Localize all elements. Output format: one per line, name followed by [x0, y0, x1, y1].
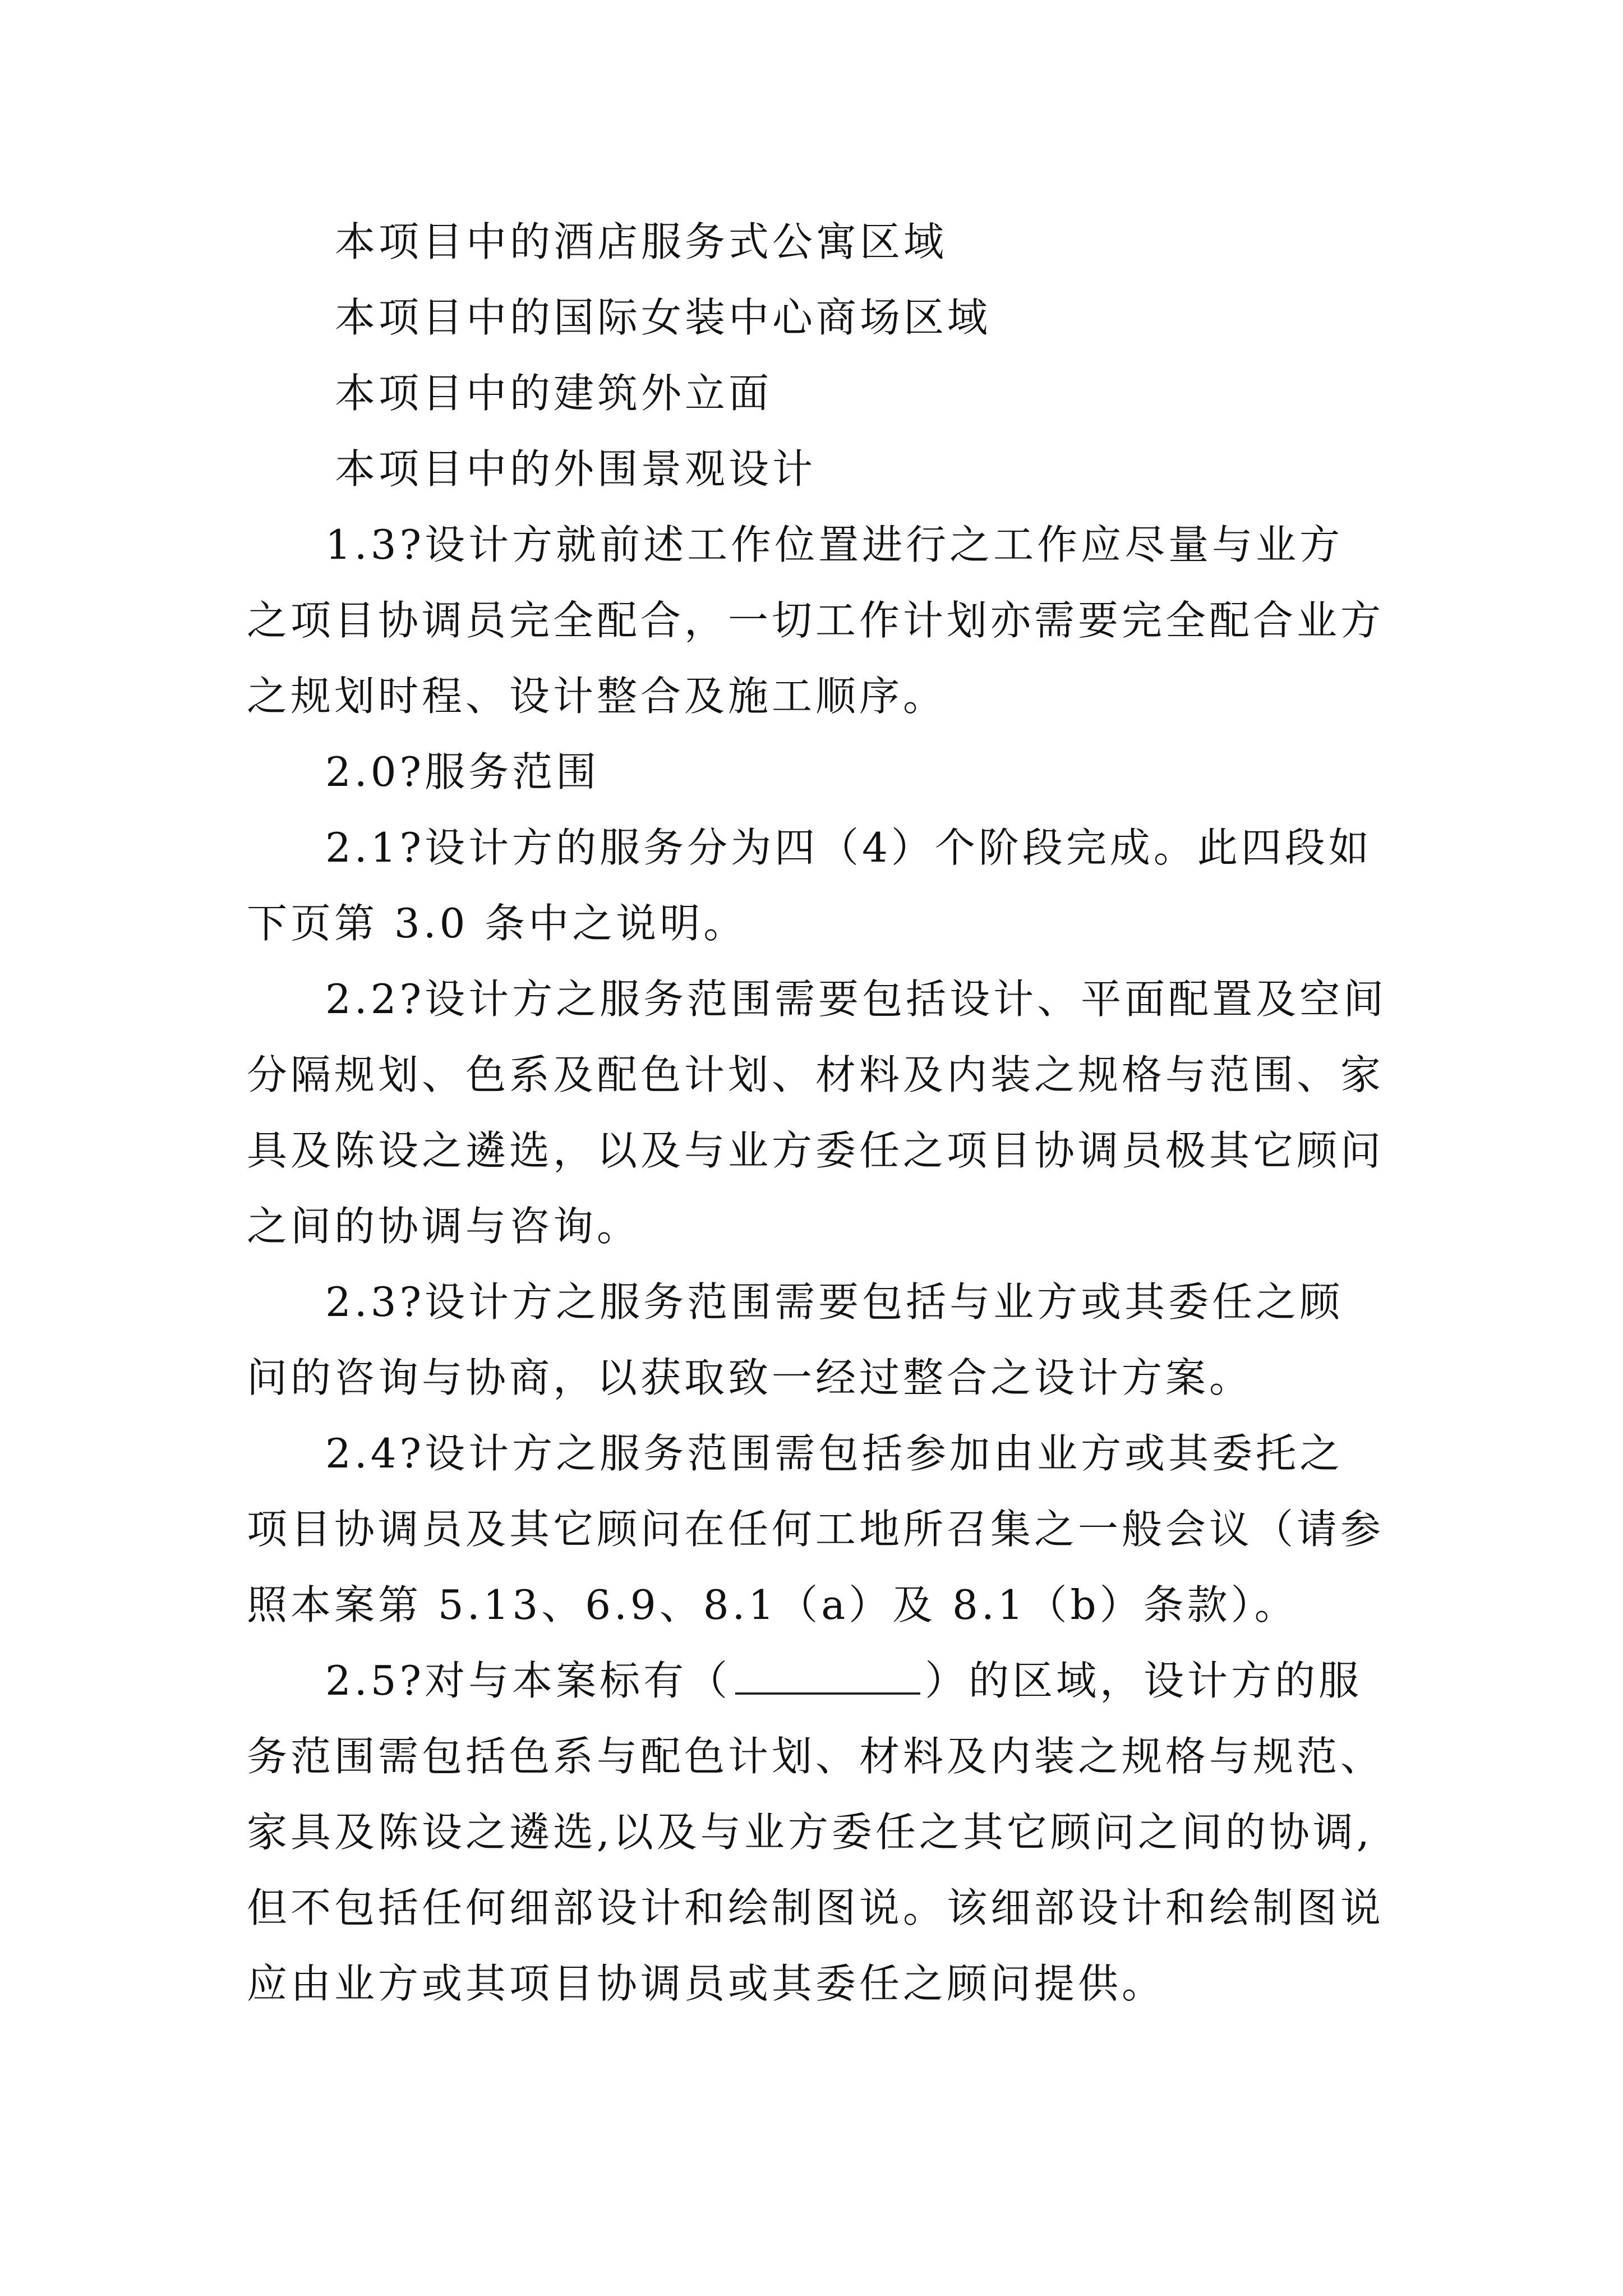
- fill-in-blank: [735, 1659, 920, 1695]
- paragraph-line: 2.2?设计方之服务范围需要包括设计、平面配置及空间: [325, 976, 1387, 1023]
- paragraph-line: 下页第 3.0 条中之说明。: [247, 900, 748, 947]
- paragraph-line: 务范围需包括色系与配色计划、材料及内装之规格与规范、: [247, 1733, 1385, 1780]
- paragraph-line: 具及陈设之遴选，以及与业方委任之项目协调员极其它顾问: [247, 1127, 1385, 1174]
- line-suffix: ）的区域，设计方的服: [925, 1657, 1363, 1704]
- paragraph-line: 应由业方或其项目协调员或其委任之顾问提供。: [247, 1960, 1166, 2007]
- item-line: 本项目中的外围景观设计: [335, 445, 817, 493]
- item-line: 本项目中的建筑外立面: [335, 370, 773, 417]
- paragraph-line: 1.3?设计方就前述工作位置进行之工作应尽量与业方: [325, 521, 1344, 568]
- paragraph-line: 2.4?设计方之服务范围需包括参加由业方或其委托之: [325, 1430, 1344, 1477]
- paragraph-line: 分隔规划、色系及配色计划、材料及内装之规格与范围、家: [247, 1051, 1385, 1098]
- paragraph-line: 2.1?设计方的服务分为四（4）个阶段完成。此四段如: [325, 824, 1372, 871]
- paragraph-line-with-blank: [325, 1655, 1362, 1706]
- paragraph-line: 2.3?设计方之服务范围需要包括与业方或其委任之顾: [325, 1278, 1344, 1326]
- item-line: 本项目中的国际女装中心商场区域: [335, 294, 992, 341]
- paragraph-line: 问的咨询与协商，以获取致一经过整合之设计方案。: [247, 1354, 1253, 1401]
- section-heading: 2.0?服务范围: [325, 748, 600, 795]
- paragraph-line: 照本案第 5.13、6.9、8.1（a）及 8.1（b）条款）。: [247, 1581, 1298, 1628]
- paragraph-line: 但不包括任何细部设计和绘制图说。该细部设计和绘制图说: [247, 1884, 1385, 1931]
- item-line: 本项目中的酒店服务式公寓区域: [335, 218, 948, 265]
- line-prefix: 2.5?对与本案标有（: [325, 1657, 731, 1704]
- paragraph-line: 之项目协调员完全配合，一切工作计划亦需要完全配合业方: [247, 597, 1385, 644]
- paragraph-line: 项目协调员及其它顾问在任何工地所召集之一般会议（请参: [247, 1506, 1385, 1553]
- paragraph-line: 家具及陈设之遴选,以及与业方委任之其它顾问之间的协调,: [247, 1809, 1373, 1856]
- paragraph-line: 之规划时程、设计整合及施工顺序。: [247, 673, 947, 720]
- paragraph-line: 之间的协调与咨询。: [247, 1203, 641, 1250]
